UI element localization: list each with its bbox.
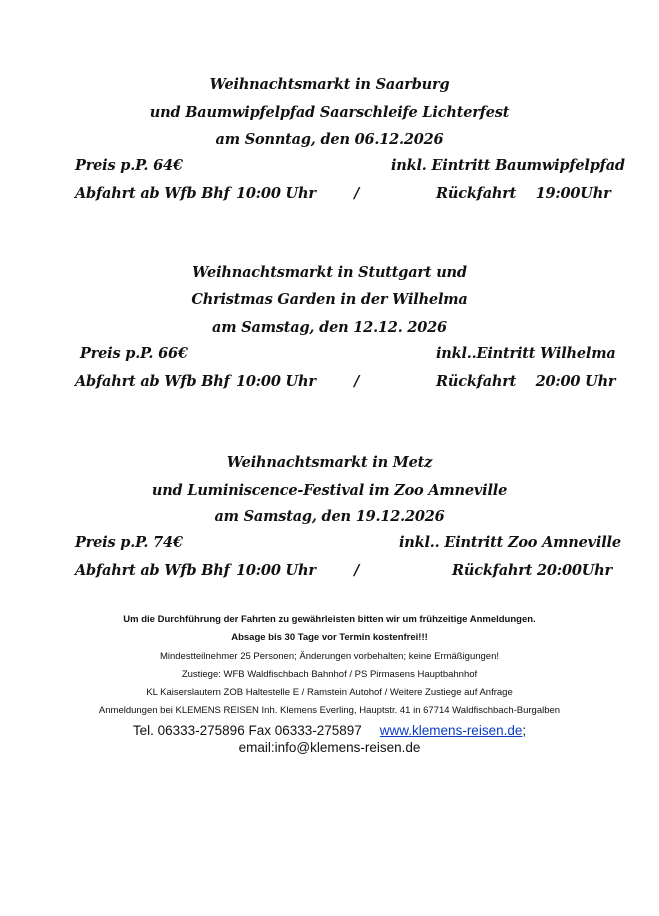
event-included: inkl..Eintritt Wilhelma: [436, 345, 616, 362]
event-departure: Abfahrt ab Wfb Bhf: [75, 373, 230, 390]
event-departure: Abfahrt ab Wfb Bhf: [75, 562, 230, 579]
event-return: Rückfahrt 20:00 Uhr: [436, 373, 616, 390]
event-date: am Samstag, den 12.12. 2026: [212, 319, 447, 336]
event-included: inkl.. Eintritt Zoo Amneville: [399, 534, 621, 551]
event-price: Preis p.P. 64€: [75, 157, 183, 174]
event-price: Preis p.P. 66€: [80, 345, 188, 362]
event-title-line: und Luminiscence-Festival im Zoo Amneville: [151, 482, 508, 499]
event-title-line: und Baumwipfelpfad Saarschleife Lichterfest: [149, 104, 510, 121]
event-departure-time: 10:00 Uhr: [236, 185, 316, 202]
contact-line: [0, 723, 659, 738]
event-departure: Abfahrt ab Wfb Bhf: [75, 185, 230, 202]
event-departure-time: 10:00 Uhr: [236, 562, 316, 579]
event-title-line: Weihnachtsmarkt in Stuttgart und: [192, 264, 467, 281]
event-separator: /: [354, 185, 360, 202]
event-price: Preis p.P. 74€: [75, 534, 183, 551]
event-included: inkl. Eintritt Baumwipfelpfad: [391, 157, 625, 174]
event-return: Rückfahrt 19:00Uhr: [436, 185, 611, 202]
phone-fax: Tel. 06333-275896 Fax 06333-275897: [132, 723, 362, 738]
footer-pickup-2: KL Kaiserslautern ZOB Haltestelle E / Ramstein Autohof / Weitere Zustiege auf Anfrage: [146, 687, 513, 698]
footer-min-participants: Mindestteilnehmer 25 Personen; Änderungen vorbehalten; keine Ermäßigungen!: [159, 651, 500, 662]
event-title-line: Weihnachtsmarkt in Saarburg: [209, 76, 450, 93]
website-link[interactable]: www.klemens-reisen.de: [379, 723, 523, 738]
footer-cancellation: Absage bis 30 Tage vor Termin kostenfrei!!!: [231, 632, 428, 643]
footer-notice: Um die Durchführung der Fahrten zu gewährleisten bitten wir um frühzeitige Anmeldungen.: [123, 614, 536, 625]
email: email:info@klemens-reisen.de: [238, 740, 421, 755]
website-suffix: ;: [522, 723, 527, 738]
footer-pickup-1: Zustiege: WFB Waldfischbach Bahnhof / PS Pirmasens Hauptbahnhof: [181, 669, 478, 680]
event-separator: /: [354, 373, 360, 390]
event-separator: /: [354, 562, 360, 579]
event-date: am Sonntag, den 06.12.2026: [215, 131, 444, 148]
event-departure-time: 10:00 Uhr: [236, 373, 316, 390]
event-title-line: Weihnachtsmarkt in Metz: [226, 454, 433, 471]
footer-registration: Anmeldungen bei KLEMENS REISEN Inh. Klemens Everling, Hauptstr. 41 in 67714 Waldfischbach-Burgalben: [98, 705, 561, 716]
event-return: Rückfahrt 20:00Uhr: [452, 562, 612, 579]
event-title-line: Christmas Garden in der Wilhelma: [191, 291, 468, 308]
event-date: am Samstag, den 19.12.2026: [214, 508, 445, 525]
